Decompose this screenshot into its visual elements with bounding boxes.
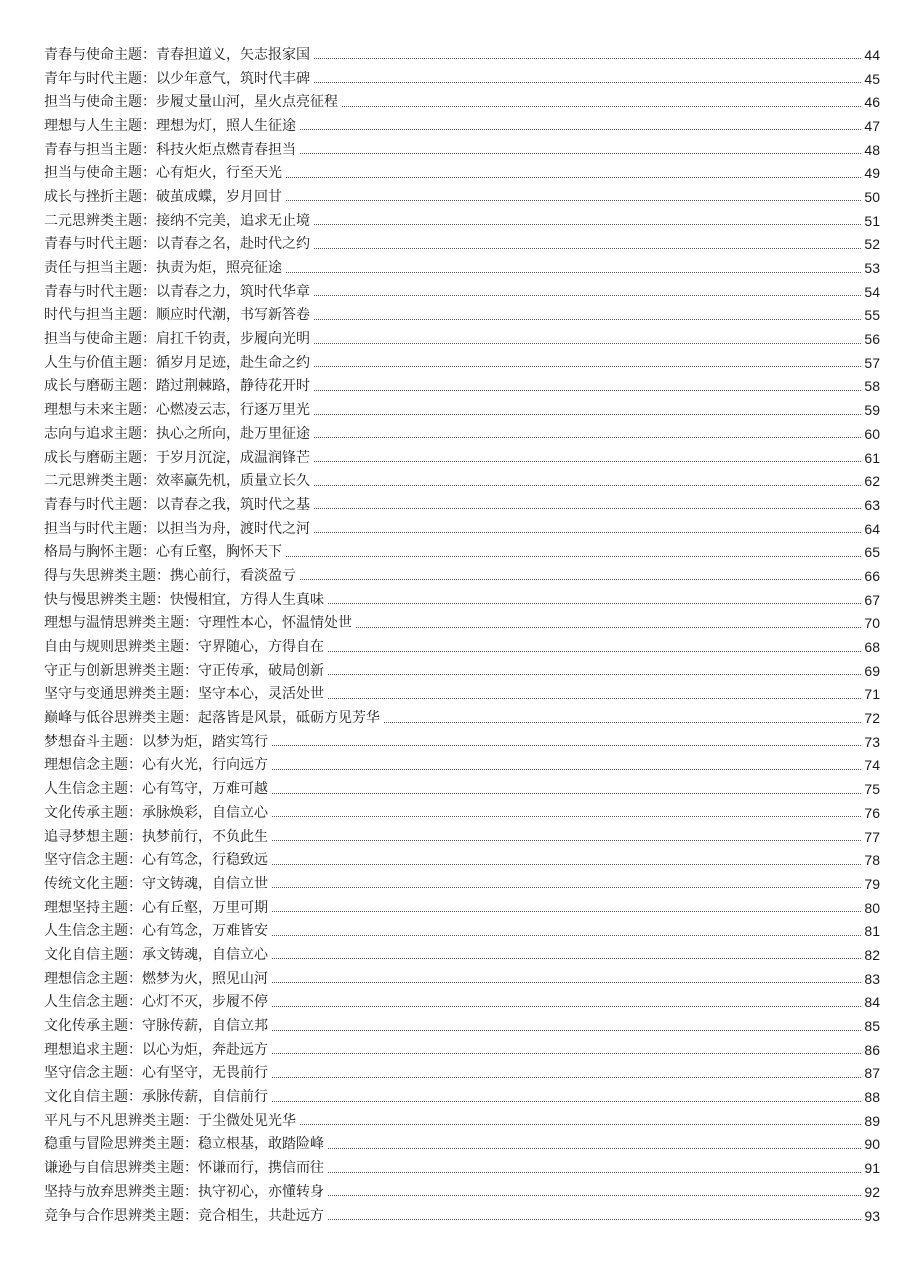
toc-entry[interactable]: [44, 896, 880, 920]
toc-entry[interactable]: [44, 422, 880, 446]
toc-entry-title: 时代与担当主题：顺应时代潮，书写新答卷: [44, 307, 310, 324]
toc-entry[interactable]: [44, 1133, 880, 1157]
toc-page-number: 87: [864, 1065, 880, 1082]
toc-entry-title: 青春与使命主题：青春担道义，矢志报家国: [44, 46, 310, 63]
toc-page-number: 71: [864, 686, 880, 703]
toc-dot-leader: [286, 272, 861, 273]
toc-entry[interactable]: [44, 1204, 880, 1228]
toc-page-number: 91: [864, 1160, 880, 1177]
toc-entry-title: 文化传承主题：承脉焕彩，自信立心: [44, 804, 268, 821]
toc-dot-leader: [314, 508, 861, 509]
toc-entry[interactable]: [44, 1156, 880, 1180]
toc-entry[interactable]: [44, 1062, 880, 1086]
toc-dot-leader: [314, 414, 861, 415]
toc-entry-title: 自由与规则思辨类主题：守界随心，方得自在: [44, 639, 324, 656]
toc-entry[interactable]: [44, 991, 880, 1015]
toc-entry-title: 快与慢思辨类主题：快慢相宜，方得人生真味: [44, 591, 324, 608]
toc-entry-title: 担当与使命主题：步履丈量山河，星火点亮征程: [44, 94, 338, 111]
toc-entry[interactable]: [44, 517, 880, 541]
toc-dot-leader: [328, 698, 861, 699]
toc-dot-leader: [314, 58, 861, 59]
toc-entry-title: 责任与担当主题：执责为炬，照亮征途: [44, 260, 282, 277]
toc-entry-title: 守正与创新思辨类主题：守正传承，破局创新: [44, 662, 324, 679]
toc-entry[interactable]: [44, 469, 880, 493]
toc-entry[interactable]: [44, 1038, 880, 1062]
toc-entry-title: 担当与时代主题：以担当为舟，渡时代之河: [44, 520, 310, 537]
toc-entry[interactable]: [44, 588, 880, 612]
toc-dot-leader: [272, 1101, 861, 1102]
toc-page-number: 54: [864, 283, 880, 300]
toc-page-number: 72: [864, 710, 880, 727]
toc-page-number: 46: [864, 94, 880, 111]
toc-dot-leader: [328, 1195, 861, 1196]
toc-entry[interactable]: [44, 327, 880, 351]
toc-entry-title: 青春与时代主题：以青春之我，筑时代之基: [44, 496, 310, 513]
toc-entry[interactable]: [44, 801, 880, 825]
toc-page-number: 55: [864, 307, 880, 324]
toc-entry-title: 梦想奋斗主题：以梦为炬，踏实笃行: [44, 733, 268, 750]
toc-entry-title: 志向与追求主题：执心之所向，赴万里征途: [44, 425, 310, 442]
toc-dot-leader: [328, 651, 861, 652]
toc-entry-title: 理想与温情思辨类主题：守理性本心，怀温情处世: [44, 615, 352, 632]
toc-page-number: 65: [864, 544, 880, 561]
toc-page-number: 69: [864, 662, 880, 679]
toc-entry[interactable]: [44, 43, 880, 67]
toc-entry[interactable]: [44, 848, 880, 872]
toc-entry-title: 文化自信主题：承脉传薪，自信前行: [44, 1089, 268, 1106]
toc-page-number: 53: [864, 260, 880, 277]
toc-page-number: 82: [864, 946, 880, 963]
toc-entry-title: 青春与担当主题：科技火炬点燃青春担当: [44, 141, 296, 158]
toc-dot-leader: [286, 177, 861, 178]
toc-dot-leader: [272, 816, 861, 817]
toc-entry[interactable]: [44, 683, 880, 707]
toc-page-number: 86: [864, 1041, 880, 1058]
toc-page-number: 56: [864, 331, 880, 348]
toc-page-number: 89: [864, 1112, 880, 1129]
toc-page-number: 64: [864, 520, 880, 537]
toc-entry-title: 谦逊与自信思辨类主题：怀谦而行，携信而往: [44, 1160, 324, 1177]
toc-entry-title: 成长与磨砺主题：踏过荆棘路，静待花开时: [44, 378, 310, 395]
toc-page-number: 92: [864, 1183, 880, 1200]
toc-entry-title: 二元思辨类主题：接纳不完美，追求无止境: [44, 212, 310, 229]
toc-entry[interactable]: [44, 209, 880, 233]
toc-page-number: 52: [864, 236, 880, 253]
toc-entry[interactable]: [44, 161, 880, 185]
toc-page-number: 48: [864, 141, 880, 158]
toc-dot-leader: [272, 769, 861, 770]
toc-entry-title: 青年与时代主题：以少年意气，筑时代丰碑: [44, 70, 310, 87]
toc-dot-leader: [314, 82, 861, 83]
toc-entry[interactable]: [44, 919, 880, 943]
toc-dot-leader: [286, 556, 861, 557]
toc-page-number: 47: [864, 117, 880, 134]
toc-entry[interactable]: [44, 493, 880, 517]
toc-entry-title: 竞争与合作思辨类主题：竞合相生，共赴远方: [44, 1207, 324, 1224]
toc-entry[interactable]: [44, 375, 880, 399]
toc-page-number: 79: [864, 875, 880, 892]
toc-entry[interactable]: [44, 564, 880, 588]
toc-entry-title: 稳重与冒险思辨类主题：稳立根基，敢踏险峰: [44, 1136, 324, 1153]
toc-entry[interactable]: [44, 1085, 880, 1109]
toc-dot-leader: [314, 224, 861, 225]
toc-page-number: 58: [864, 378, 880, 395]
toc-page-number: 75: [864, 781, 880, 798]
toc-dot-leader: [328, 1219, 861, 1220]
toc-page-number: 93: [864, 1207, 880, 1224]
toc-dot-leader: [342, 106, 861, 107]
toc-entry-title: 理想信念主题：燃梦为火，照见山河: [44, 970, 268, 987]
toc-dot-leader: [314, 366, 861, 367]
toc-entry[interactable]: [44, 114, 880, 138]
toc-dot-leader: [272, 958, 861, 959]
toc-entry-title: 理想与人生主题：理想为灯，照人生征途: [44, 117, 296, 134]
toc-entry[interactable]: [44, 612, 880, 636]
toc-entry[interactable]: [44, 398, 880, 422]
toc-dot-leader: [314, 390, 861, 391]
toc-entry[interactable]: [44, 280, 880, 304]
toc-entry-title: 理想与未来主题：心燃凌云志，行逐万里光: [44, 402, 310, 419]
toc-page-number: 76: [864, 804, 880, 821]
toc-page-number: 78: [864, 852, 880, 869]
toc-dot-leader: [300, 153, 861, 154]
toc-entry-title: 坚持与放弃思辨类主题：执守初心，亦懂转身: [44, 1183, 324, 1200]
toc-entry-title: 人生信念主题：心有笃守，万难可越: [44, 781, 268, 798]
toc-dot-leader: [272, 745, 861, 746]
toc-page-number: 50: [864, 188, 880, 205]
toc-dot-leader: [300, 1124, 861, 1125]
toc-dot-leader: [314, 485, 861, 486]
toc-page-number: 74: [864, 757, 880, 774]
toc-dot-leader: [286, 200, 861, 201]
toc-dot-leader: [272, 1053, 861, 1054]
toc-page-number: 45: [864, 70, 880, 87]
toc-page-number: 62: [864, 473, 880, 490]
toc-entry[interactable]: [44, 351, 880, 375]
toc-entry-title: 传统文化主题：守文铸魂，自信立世: [44, 875, 268, 892]
toc-entry[interactable]: [44, 1014, 880, 1038]
toc-entry-title: 平凡与不凡思辨类主题：于尘微处见光华: [44, 1112, 296, 1129]
toc-page-number: 83: [864, 970, 880, 987]
toc-entry[interactable]: [44, 754, 880, 778]
toc-page-number: 73: [864, 733, 880, 750]
toc-dot-leader: [272, 1006, 861, 1007]
toc-entry[interactable]: [44, 233, 880, 257]
toc-page-number: 80: [864, 899, 880, 916]
toc-entry[interactable]: [44, 446, 880, 470]
toc-dot-leader: [272, 887, 861, 888]
toc-page-number: 88: [864, 1089, 880, 1106]
toc-entry-title: 青春与时代主题：以青春之力，筑时代华章: [44, 283, 310, 300]
toc-page-number: 81: [864, 923, 880, 940]
toc-dot-leader: [328, 1172, 861, 1173]
toc-entry[interactable]: [44, 540, 880, 564]
toc-entry-title: 文化自信主题：承文铸魂，自信立心: [44, 946, 268, 963]
toc-page-number: 90: [864, 1136, 880, 1153]
toc-dot-leader: [314, 295, 861, 296]
toc-entry[interactable]: [44, 67, 880, 91]
toc-dot-leader: [314, 319, 861, 320]
toc-entry-title: 理想追求主题：以心为炬，奔赴远方: [44, 1041, 268, 1058]
toc-page-number: 67: [864, 591, 880, 608]
toc-entry-title: 理想坚持主题：心有丘壑，万里可期: [44, 899, 268, 916]
toc-entry[interactable]: [44, 138, 880, 162]
toc-entry[interactable]: [44, 304, 880, 328]
toc-entry[interactable]: [44, 185, 880, 209]
toc-page-number: 85: [864, 1018, 880, 1035]
toc-dot-leader: [328, 603, 861, 604]
toc-dot-leader: [272, 1077, 861, 1078]
toc-entry-title: 格局与胸怀主题：心有丘壑，胸怀天下: [44, 544, 282, 561]
toc-entry[interactable]: [44, 1109, 880, 1133]
toc-dot-leader: [300, 129, 861, 130]
toc-entry[interactable]: [44, 1180, 880, 1204]
toc-entry-title: 追寻梦想主题：执梦前行，不负此生: [44, 828, 268, 845]
toc-entry[interactable]: [44, 706, 880, 730]
toc-page-number: 68: [864, 639, 880, 656]
toc-dot-leader: [272, 864, 861, 865]
toc-entry-title: 成长与磨砺主题：于岁月沉淀，成温润锋芒: [44, 449, 310, 466]
toc-entry-title: 坚守与变通思辨类主题：坚守本心，灵活处世: [44, 686, 324, 703]
toc-page-number: 63: [864, 496, 880, 513]
toc-entry-title: 青春与时代主题：以青春之名，赴时代之约: [44, 236, 310, 253]
toc-dot-leader: [272, 982, 861, 983]
toc-entry-title: 理想信念主题：心有火光，行向远方: [44, 757, 268, 774]
toc-entry[interactable]: [44, 730, 880, 754]
toc-entry-title: 得与失思辨类主题：携心前行，看淡盈亏: [44, 567, 296, 584]
table-of-contents: [44, 43, 880, 1227]
toc-entry-title: 人生信念主题：心有笃念，万难皆安: [44, 923, 268, 940]
toc-entry-title: 人生信念主题：心灯不灭，步履不停: [44, 994, 268, 1011]
toc-page-number: 44: [864, 46, 880, 63]
toc-entry[interactable]: [44, 777, 880, 801]
toc-page-number: 70: [864, 615, 880, 632]
toc-dot-leader: [272, 935, 861, 936]
toc-entry[interactable]: [44, 872, 880, 896]
toc-page-number: 59: [864, 402, 880, 419]
toc-page-number: 84: [864, 994, 880, 1011]
toc-dot-leader: [356, 627, 861, 628]
toc-dot-leader: [314, 437, 861, 438]
toc-entry[interactable]: [44, 825, 880, 849]
toc-entry[interactable]: [44, 967, 880, 991]
toc-page-number: 57: [864, 354, 880, 371]
toc-entry-title: 巅峰与低谷思辨类主题：起落皆是风景，砥砺方见芳华: [44, 710, 380, 727]
toc-page-number: 51: [864, 212, 880, 229]
toc-entry[interactable]: [44, 943, 880, 967]
toc-entry-title: 二元思辨类主题：效率赢先机，质量立长久: [44, 473, 310, 490]
toc-entry-title: 文化传承主题：守脉传薪，自信立邦: [44, 1018, 268, 1035]
toc-dot-leader: [384, 722, 861, 723]
toc-dot-leader: [272, 840, 861, 841]
toc-entry-title: 坚守信念主题：心有笃念，行稳致远: [44, 852, 268, 869]
toc-dot-leader: [272, 1030, 861, 1031]
toc-dot-leader: [328, 1148, 861, 1149]
toc-dot-leader: [300, 579, 861, 580]
toc-page-number: 77: [864, 828, 880, 845]
toc-dot-leader: [314, 343, 861, 344]
toc-dot-leader: [328, 674, 861, 675]
toc-dot-leader: [272, 793, 861, 794]
toc-entry-title: 坚守信念主题：心有坚守，无畏前行: [44, 1065, 268, 1082]
toc-dot-leader: [314, 532, 861, 533]
toc-page-number: 49: [864, 165, 880, 182]
toc-entry-title: 人生与价值主题：循岁月足迹，赴生命之约: [44, 354, 310, 371]
toc-entry[interactable]: [44, 635, 880, 659]
toc-page-number: 61: [864, 449, 880, 466]
toc-dot-leader: [272, 911, 861, 912]
toc-entry[interactable]: [44, 659, 880, 683]
toc-entry-title: 担当与使命主题：心有炬火，行至天光: [44, 165, 282, 182]
toc-page-number: 66: [864, 567, 880, 584]
toc-entry[interactable]: [44, 90, 880, 114]
toc-dot-leader: [314, 461, 861, 462]
toc-entry[interactable]: [44, 256, 880, 280]
toc-page-number: 60: [864, 425, 880, 442]
toc-entry-title: 成长与挫折主题：破茧成蝶，岁月回甘: [44, 188, 282, 205]
toc-dot-leader: [314, 248, 861, 249]
toc-entry-title: 担当与使命主题：肩扛千钧责，步履向光明: [44, 331, 310, 348]
